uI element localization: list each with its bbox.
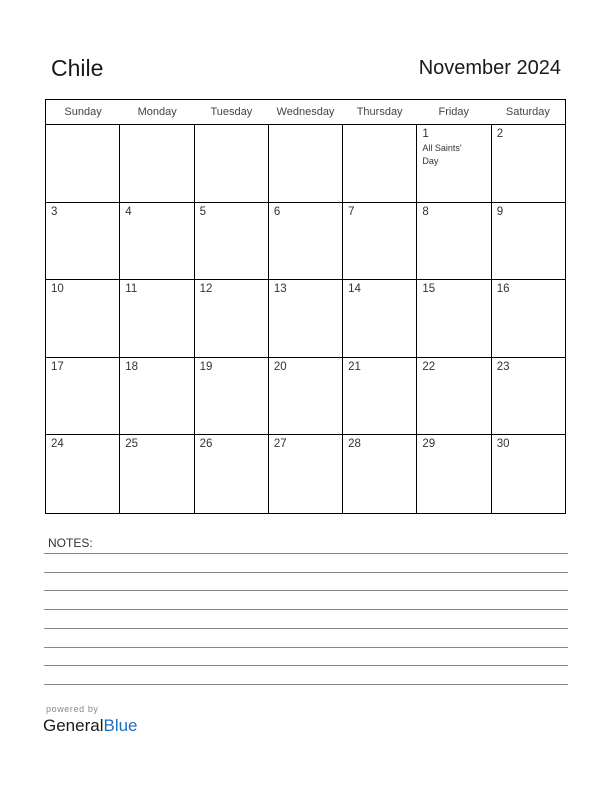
brand-general: General (43, 716, 104, 735)
day-number: 12 (199, 283, 213, 296)
day-cell (120, 125, 194, 202)
day-cell (343, 125, 417, 202)
notes-line (44, 553, 568, 554)
weekday-thursday: Thursday (356, 106, 403, 118)
day-cell (343, 358, 417, 435)
weekday-header-row (46, 100, 565, 125)
day-number: 10 (51, 283, 64, 296)
day-number: 2 (496, 128, 504, 140)
day-number: 8 (422, 205, 429, 218)
day-number: 7 (348, 205, 355, 218)
day-number: 17 (51, 360, 64, 373)
day-cell (417, 203, 491, 280)
day-cell (46, 358, 120, 435)
day-number: 16 (496, 283, 510, 296)
brand-blue: Blue (103, 716, 138, 735)
week-row (46, 203, 565, 281)
week-row (46, 435, 565, 513)
day-cell (417, 280, 491, 357)
day-cell (195, 435, 269, 513)
day-number: 28 (348, 438, 361, 451)
day-number: 5 (199, 205, 206, 218)
day-number: 24 (51, 438, 64, 451)
notes-label: NOTES: (48, 536, 93, 550)
day-number: 15 (422, 283, 436, 296)
day-number: 3 (51, 205, 58, 218)
day-number: 14 (348, 283, 361, 296)
weekday-friday: Friday (438, 106, 470, 118)
day-cell (492, 280, 565, 357)
day-cell (269, 125, 343, 202)
day-cell (195, 203, 269, 280)
day-cell (269, 280, 343, 357)
day-cell (417, 125, 491, 202)
day-cell (269, 435, 343, 513)
day-number: 4 (125, 205, 132, 218)
day-cell (343, 203, 417, 280)
day-number: 6 (273, 205, 281, 218)
day-cell (120, 358, 194, 435)
weekday-wednesday: Wednesday (276, 106, 335, 118)
country-title: Chile (51, 55, 104, 81)
day-cell (46, 125, 120, 202)
day-number: 1 (422, 128, 429, 140)
day-number: 21 (348, 360, 361, 373)
notes-line (44, 609, 568, 610)
day-cell (492, 203, 565, 280)
day-number: 22 (422, 360, 436, 373)
day-cell (120, 435, 194, 513)
notes-line (44, 665, 568, 666)
day-cell (46, 280, 120, 357)
week-row (46, 280, 565, 358)
week-row (46, 125, 565, 203)
powered-by-text: powered by (46, 704, 99, 714)
day-cell (46, 203, 120, 280)
day-number: 27 (273, 438, 287, 451)
day-cell (492, 125, 565, 202)
weekday-sunday: Sunday (64, 106, 102, 118)
day-number: 11 (125, 283, 138, 296)
day-number: 9 (496, 205, 504, 218)
notes-line (44, 647, 568, 648)
day-number: 29 (422, 438, 436, 451)
day-cell (269, 358, 343, 435)
day-number: 30 (496, 438, 510, 451)
month-year-title: November 2024 (418, 57, 561, 79)
day-cell (343, 280, 417, 357)
day-cell (492, 358, 565, 435)
notes-line (44, 684, 568, 685)
day-number: 18 (125, 360, 139, 373)
day-number: 13 (273, 283, 287, 296)
day-number: 25 (125, 438, 139, 451)
day-number: 26 (199, 438, 213, 451)
day-number: 23 (496, 360, 510, 373)
day-number: 20 (273, 360, 287, 373)
day-cell (120, 280, 194, 357)
day-cell (195, 358, 269, 435)
day-cell (120, 203, 194, 280)
notes-line (44, 590, 568, 591)
calendar-grid (45, 99, 566, 514)
day-cell (343, 435, 417, 513)
generalblue-logo (43, 716, 138, 736)
day-cell (195, 125, 269, 202)
week-row (46, 358, 565, 436)
notes-line (44, 572, 568, 573)
notes-line (44, 628, 568, 629)
day-cell (492, 435, 565, 513)
day-cell (195, 280, 269, 357)
day-cell (269, 203, 343, 280)
day-cell (417, 435, 491, 513)
day-cell (417, 358, 491, 435)
holiday-label: All Saints' Day (422, 143, 462, 166)
weekday-saturday: Saturday (505, 106, 550, 118)
day-cell (46, 435, 120, 513)
weekday-tuesday: Tuesday (210, 106, 253, 118)
weekday-monday: Monday (137, 106, 177, 118)
day-number: 19 (199, 360, 213, 373)
